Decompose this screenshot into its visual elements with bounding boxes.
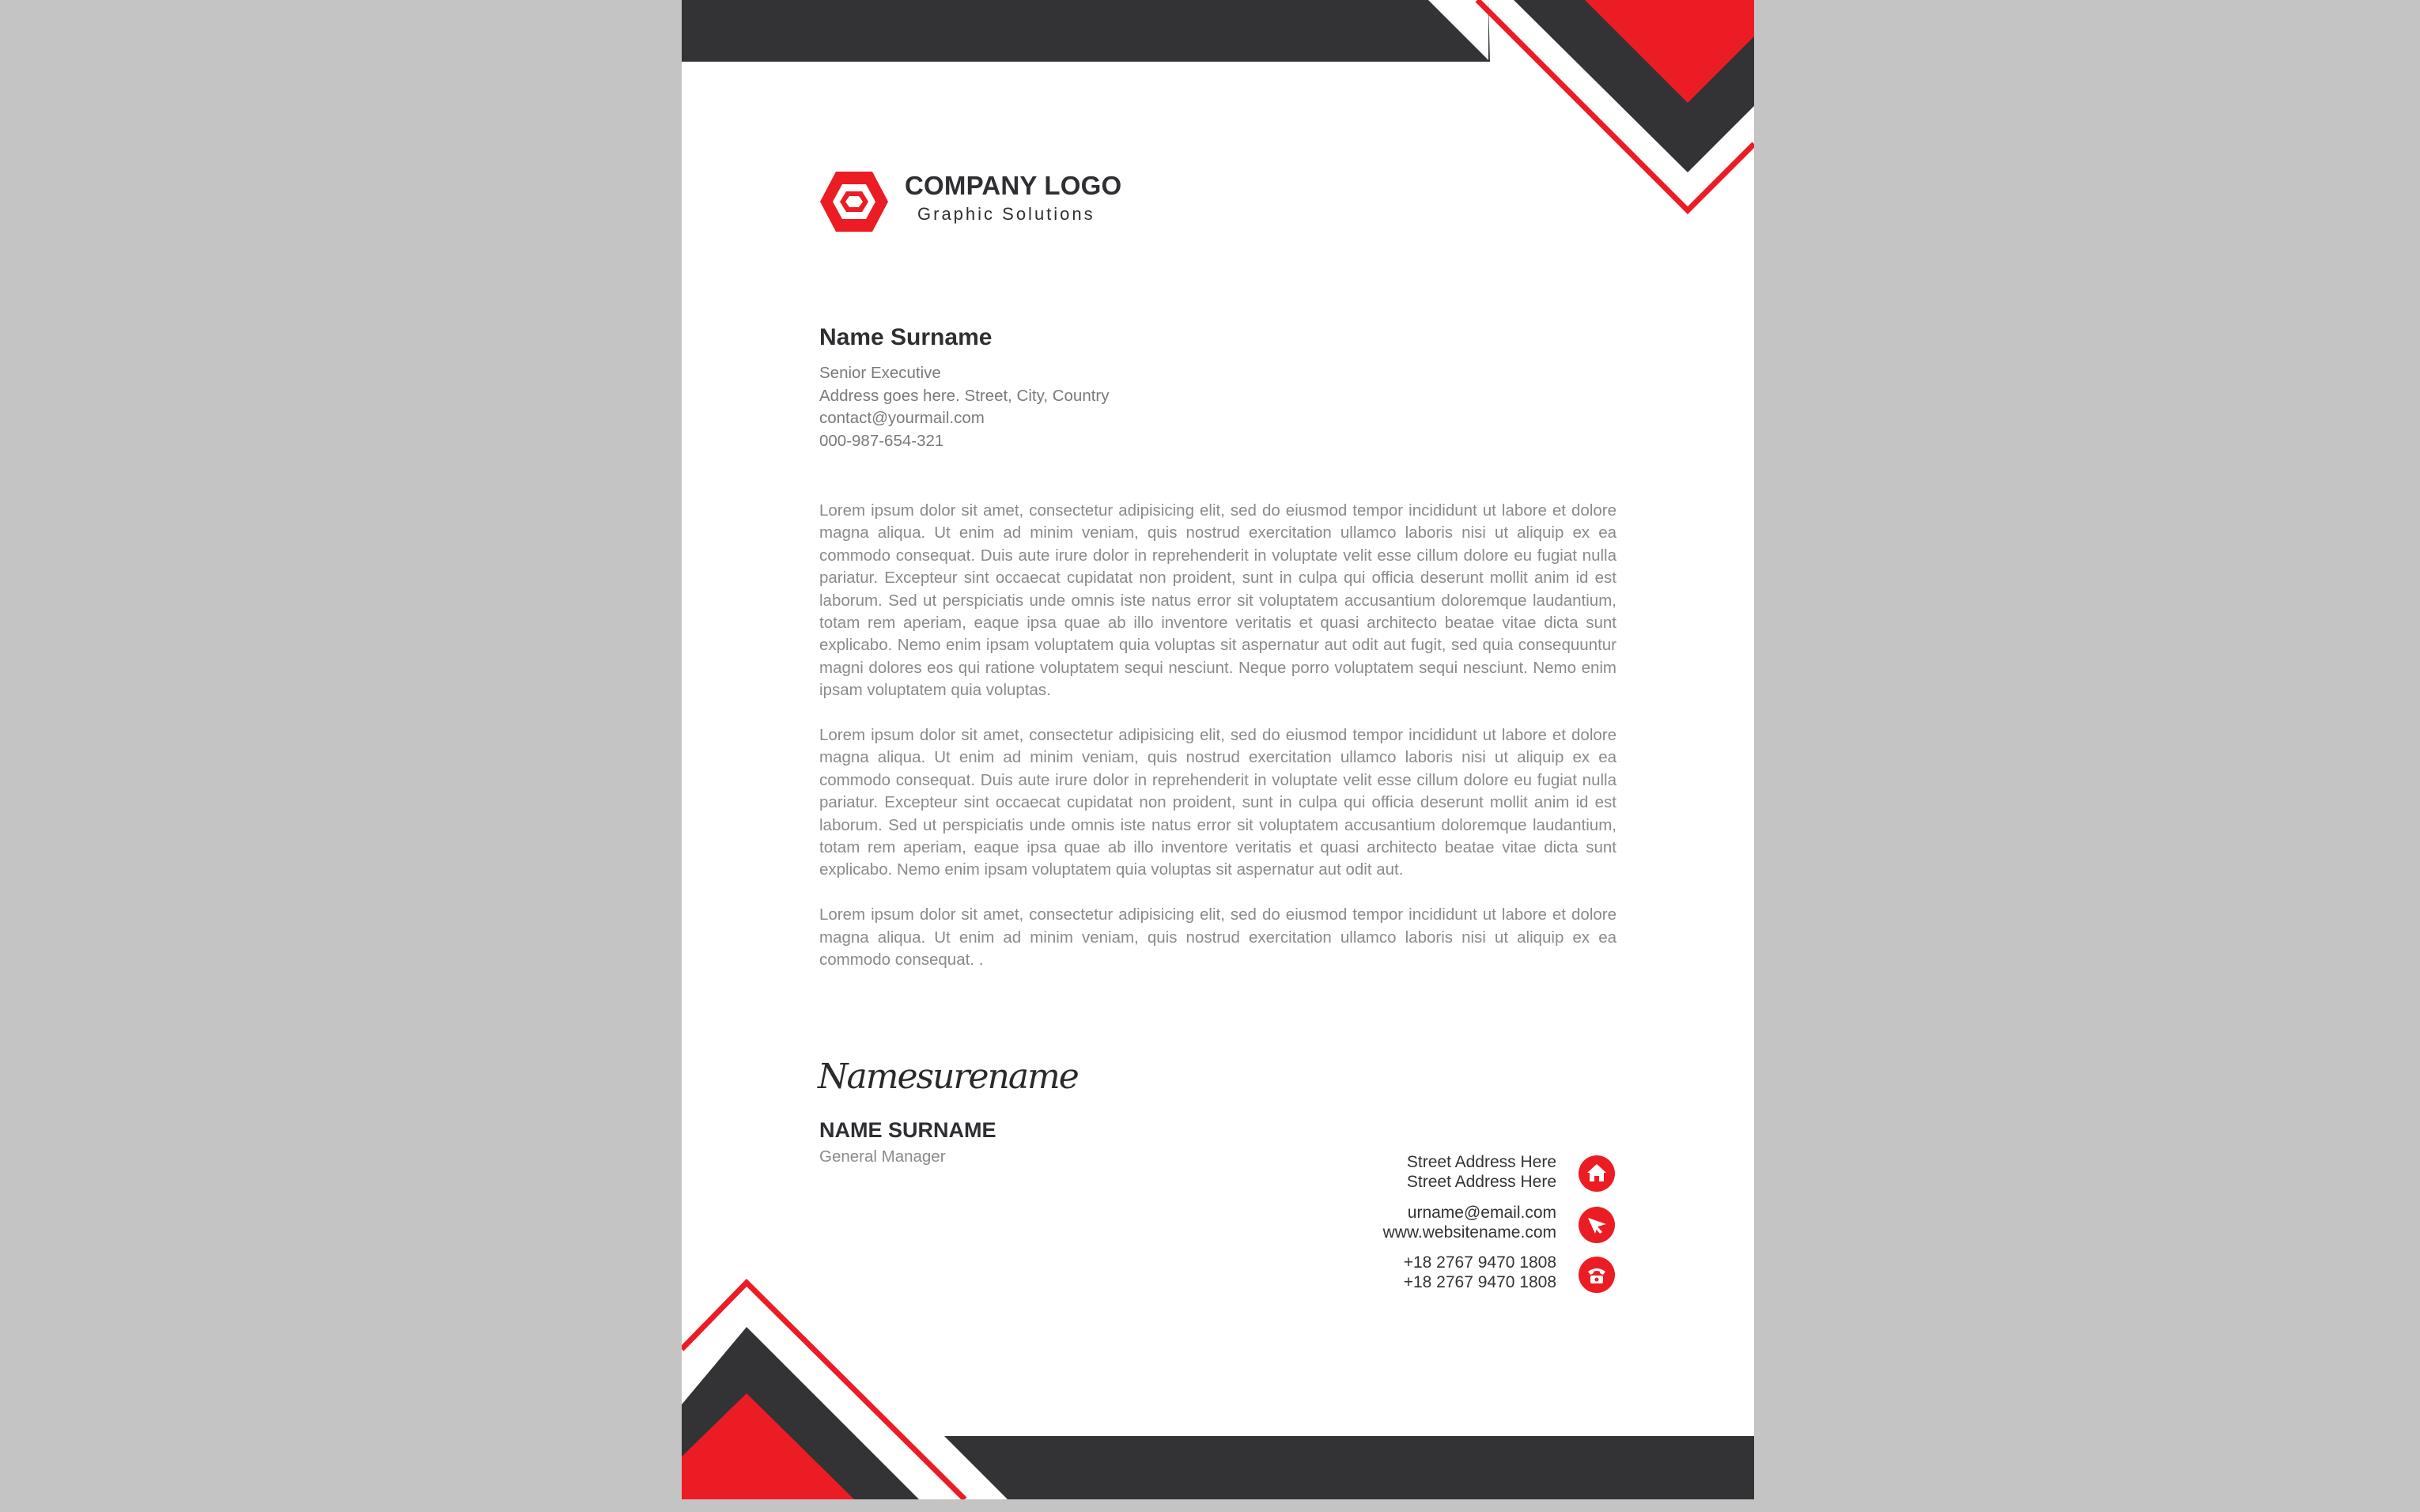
company-logo-subtitle: Graphic Solutions bbox=[917, 204, 1095, 224]
sender-title: Senior Executive bbox=[819, 364, 941, 382]
contact-phone-1: +18 2767 9470 1808 bbox=[1403, 1253, 1556, 1272]
letter-body bbox=[819, 500, 1616, 994]
contact-email: urname@email.com bbox=[1407, 1204, 1556, 1222]
signatory-name: NAME SURNAME bbox=[819, 1118, 996, 1142]
send-icon bbox=[1579, 1207, 1615, 1243]
contact-address bbox=[1272, 1153, 1556, 1192]
body-paragraph-1: Lorem ipsum dolor sit amet, consectetur adipisicing elit, sed do eiusmod tempor incididunt ut labore et dolore magna aliqua. Ut enim ad minim veniam, quis nostrud exercitation ullamco laboris nisi ut aliquip ex ea commodo consequat. Duis aute irure dolor in reprehenderit in voluptate velit esse cillum dolore eu fugiat nulla pariatur. Excepteur sint occaecat cupidatat non proident, sunt in culpa qui officia deserunt mollit anim id est laborum. Sed ut perspiciatis unde omnis iste natus error sit voluptatem accusantium doloremque laudantium, totam rem aperiam, eaque ipsa quae ab illo inventore veritatis et quasi architecto beatae vitae dicta sunt explicabo. Nemo enim ipsam voluptatem quia voluptas sit aspernatur aut odit aut fugit, sed quia consequuntur magni dolores eos qui ratione voluptatem sequi nesciunt. Neque porro voluptatem sequi nesciunt. Nemo enim ipsam voluptatem quia voluptas. bbox=[819, 501, 1616, 700]
contact-online bbox=[1272, 1204, 1556, 1242]
address-line-2: Street Address Here bbox=[1406, 1172, 1556, 1191]
sender-address: Address goes here. Street, City, Country bbox=[819, 386, 1110, 405]
home-icon bbox=[1579, 1155, 1615, 1192]
company-logo-title: COMPANY LOGO bbox=[905, 171, 1122, 200]
letterhead-page bbox=[682, 0, 1754, 1499]
phone-icon bbox=[1579, 1257, 1615, 1293]
handwritten-signature: Namesurename bbox=[818, 1057, 1078, 1097]
signatory-title: General Manager bbox=[819, 1147, 946, 1166]
sender-phone: 000-987-654-321 bbox=[819, 431, 944, 450]
body-paragraph-2: Lorem ipsum dolor sit amet, consectetur adipisicing elit, sed do eiusmod tempor incididunt ut labore et dolore magna aliqua. Ut enim ad minim veniam, quis nostrud exercitation ullamco laboris nisi ut aliquip ex ea commodo consequat. Duis aute irure dolor in reprehenderit in voluptate velit esse cillum dolore eu fugiat nulla pariatur. Excepteur sint occaecat cupidatat non proident, sunt in culpa qui officia deserunt mollit anim id est laborum. Sed ut perspiciatis unde omnis iste natus error sit voluptatem accusantium doloremque laudantium, totam rem aperiam, eaque ipsa quae ab illo inventore veritatis et quasi architecto beatae vitae dicta sunt explicabo. Nemo enim ipsam voluptatem quia voluptas sit aspernatur aut odit aut. bbox=[819, 726, 1616, 879]
hexagon-logo-icon bbox=[818, 169, 890, 234]
contact-phone-2: +18 2767 9470 1808 bbox=[1403, 1272, 1556, 1291]
body-paragraph-3: Lorem ipsum dolor sit amet, consectetur adipisicing elit, sed do eiusmod tempor incididunt ut labore et dolore magna aliqua. Ut enim ad minim veniam, quis nostrud exercitation ullamco laboris nisi ut aliquip ex ea commodo consequat. . bbox=[819, 905, 1616, 970]
address-line-1: Street Address Here bbox=[1406, 1153, 1556, 1171]
sender-info bbox=[819, 362, 1110, 452]
bottom-dark-bar bbox=[944, 1436, 1754, 1499]
sender-name: Name Surname bbox=[819, 324, 993, 350]
contact-phones bbox=[1272, 1253, 1556, 1292]
sender-email: contact@yourmail.com bbox=[819, 409, 985, 427]
contact-website: www.websitename.com bbox=[1382, 1223, 1556, 1242]
